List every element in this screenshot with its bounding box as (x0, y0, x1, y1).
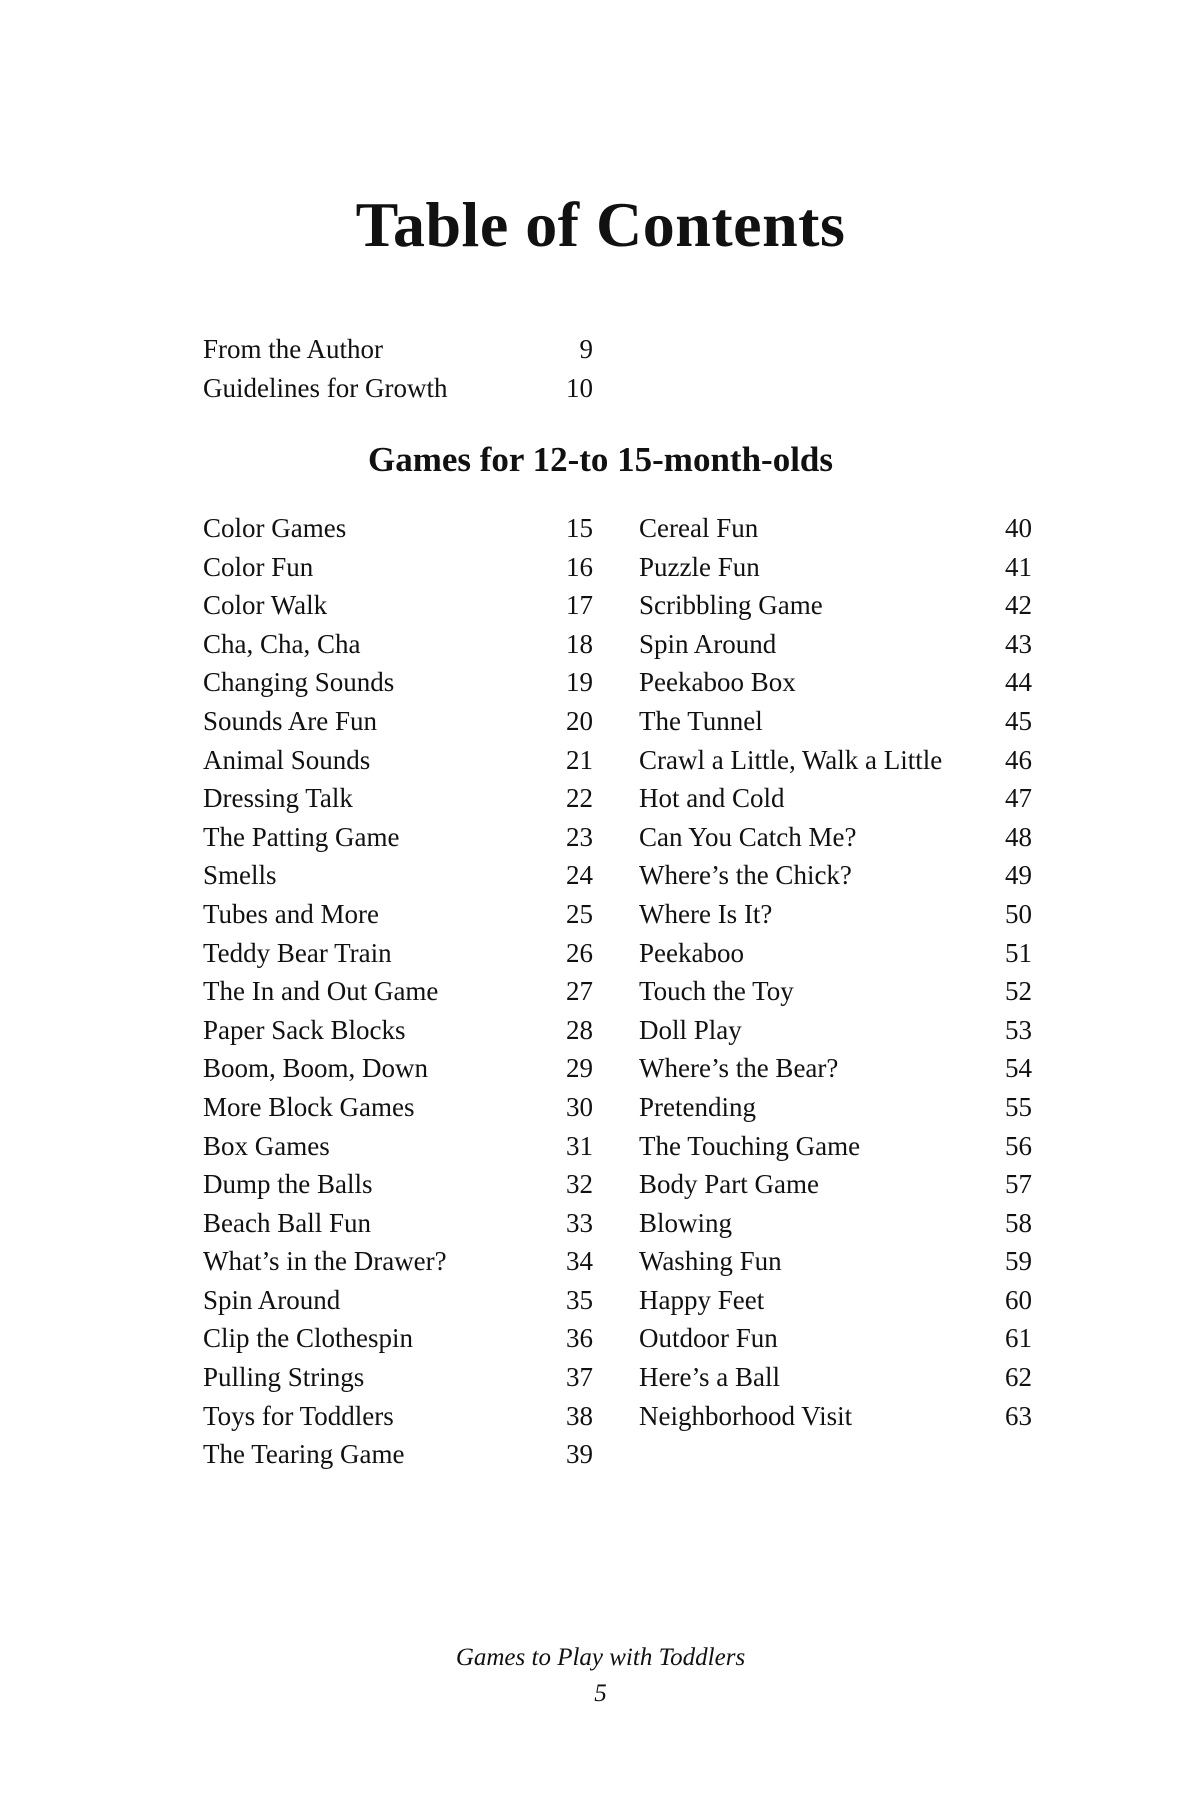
toc-entry-page: 9 (579, 334, 593, 364)
page-footer (0, 1640, 1201, 1712)
toc-entry-page: 53 (1005, 1014, 1032, 1045)
toc-entry (639, 1127, 1032, 1166)
toc-entry (639, 663, 1032, 702)
toc-entry-title: Cereal Fun (639, 513, 759, 543)
toc-entry-page: 35 (566, 1284, 593, 1315)
toc-entry-title: Changing Sounds (203, 667, 395, 698)
toc-entry (639, 1088, 1032, 1127)
toc-entry (203, 818, 593, 857)
toc-entry (203, 1319, 593, 1358)
toc-entry-page: 62 (1005, 1362, 1032, 1393)
toc-entry (639, 934, 1032, 973)
toc-entry-title: Beach Ball Fun (203, 1207, 371, 1238)
toc-entry-page: 33 (566, 1207, 593, 1238)
toc-entry (639, 1319, 1032, 1358)
toc-entry-page: 32 (566, 1169, 593, 1200)
toc-entry-title: Here’s a Ball (639, 1362, 780, 1393)
toc-entry (203, 1435, 593, 1474)
toc-entry (203, 934, 593, 973)
toc-entry (203, 548, 593, 587)
toc-entry-page: 17 (566, 590, 593, 621)
toc-entry-page: 19 (566, 667, 593, 698)
toc-entry-page: 29 (566, 1053, 593, 1084)
toc-entry-title: Cha, Cha, Cha (203, 628, 361, 659)
toc-entry-title: Touch the Toy (639, 976, 794, 1007)
page-title: Table of Contents (355, 189, 846, 260)
toc-entry-title: More Block Games (203, 1091, 415, 1122)
toc-entry (203, 1204, 593, 1243)
toc-entry-title: What’s in the Drawer? (203, 1246, 447, 1277)
toc-entry-title: Peekaboo Box (639, 667, 796, 698)
toc-entry-page: 49 (1005, 860, 1032, 891)
toc-entry-title: Where Is It? (639, 898, 773, 929)
toc-entry-title: Clip the Clothespin (203, 1323, 414, 1354)
toc-right-column (639, 509, 1032, 1435)
toc-entry-title: Pulling Strings (203, 1362, 365, 1393)
toc-entry (203, 663, 593, 702)
toc-entry (639, 548, 1032, 587)
toc-entry-title: Pretending (639, 1091, 756, 1122)
toc-entry (639, 818, 1032, 857)
toc-entry-page: 54 (1005, 1053, 1032, 1084)
toc-entry (639, 1358, 1032, 1397)
toc-entry-title: From the Author (203, 334, 383, 364)
section-heading: Games for 12-to 15-month-olds (367, 440, 833, 479)
toc-entry-page: 63 (1005, 1400, 1032, 1431)
toc-entry-page: 27 (566, 976, 593, 1007)
toc-entry-title: Scribbling Game (639, 590, 823, 621)
toc-entry (639, 1242, 1032, 1281)
toc-entry (203, 702, 593, 741)
toc-entry (639, 1049, 1032, 1088)
toc-entry (203, 586, 593, 625)
toc-entry-title: Paper Sack Blocks (203, 1014, 406, 1045)
toc-entry-title: Spin Around (639, 628, 777, 659)
toc-entry-title: Animal Sounds (203, 744, 371, 775)
toc-entry-page: 18 (566, 628, 593, 659)
toc-entry-title: Puzzle Fun (639, 551, 760, 582)
toc-entry-title: The Patting Game (203, 821, 400, 852)
toc-entry-title: Spin Around (203, 1284, 341, 1315)
intro-list (203, 330, 593, 407)
toc-entry (203, 972, 593, 1011)
toc-entry-title: Tubes and More (203, 898, 380, 929)
toc-entry-page: 60 (1005, 1284, 1032, 1315)
toc-entry-page: 57 (1005, 1169, 1032, 1200)
toc-entry-page: 46 (1005, 744, 1032, 775)
toc-entry (203, 509, 593, 548)
toc-entry-title: Happy Feet (639, 1284, 765, 1315)
toc-entry-page: 38 (566, 1400, 593, 1431)
toc-entry-title: The Tunnel (639, 705, 763, 736)
toc-entry-page: 16 (566, 551, 593, 582)
toc-entry-title: Color Games (203, 513, 347, 543)
toc-entry-title: Color Walk (203, 590, 328, 621)
toc-entry-page: 61 (1005, 1323, 1032, 1354)
toc-entry-title: Where’s the Chick? (639, 860, 852, 891)
toc-entry-title: Crawl a Little, Walk a Little (639, 744, 943, 775)
toc-entry (639, 509, 1032, 548)
toc-entry (203, 330, 593, 369)
toc-entry (203, 625, 593, 664)
toc-entry (639, 741, 1032, 780)
toc-entry (203, 1397, 593, 1436)
toc-entry-page: 50 (1005, 898, 1032, 929)
toc-entry (639, 895, 1032, 934)
toc-entry (639, 586, 1032, 625)
toc-entry-page: 44 (1005, 667, 1032, 698)
toc-entry-page: 52 (1005, 976, 1032, 1007)
toc-entry-title: Blowing (639, 1207, 733, 1238)
toc-entry-title: Smells (203, 860, 277, 891)
toc-entry-page: 24 (566, 860, 593, 891)
toc-entry (203, 1127, 593, 1166)
toc-entry-page: 22 (566, 783, 593, 814)
toc-entry-title: Body Part Game (639, 1169, 819, 1200)
toc-entry-page: 36 (566, 1323, 593, 1354)
toc-entry-title: Neighborhood Visit (639, 1400, 853, 1431)
toc-entry-page: 21 (566, 744, 593, 775)
toc-entry-page: 48 (1005, 821, 1032, 852)
toc-entry-title: The Touching Game (639, 1130, 861, 1161)
toc-entry-title: Toys for Toddlers (203, 1400, 394, 1431)
toc-entry (203, 779, 593, 818)
toc-entry-page: 59 (1005, 1246, 1032, 1277)
toc-entry-title: Washing Fun (639, 1246, 782, 1277)
toc-entry (639, 1281, 1032, 1320)
toc-entry (203, 369, 593, 408)
toc-entry-page: 41 (1005, 551, 1032, 582)
toc-entry (203, 1011, 593, 1050)
toc-entry-title: Guidelines for Growth (203, 372, 448, 403)
toc-entry (203, 1358, 593, 1397)
toc-entry-page: 45 (1005, 705, 1032, 736)
toc-entry (639, 1165, 1032, 1204)
toc-entry-title: Teddy Bear Train (203, 937, 392, 968)
toc-entry (639, 972, 1032, 1011)
toc-entry-title: Box Games (203, 1130, 330, 1161)
toc-entry-page: 39 (566, 1439, 593, 1470)
toc-entry (639, 1204, 1032, 1243)
toc-entry (203, 1165, 593, 1204)
toc-entry (203, 856, 593, 895)
toc-entry-title: Where’s the Bear? (639, 1053, 839, 1084)
toc-entry-title: Peekaboo (639, 937, 744, 968)
toc-entry-page: 26 (566, 937, 593, 968)
toc-entry-title: Boom, Boom, Down (203, 1053, 429, 1084)
toc-entry-page: 23 (566, 821, 593, 852)
toc-entry-page: 37 (566, 1362, 593, 1393)
toc-entry-page: 56 (1005, 1130, 1032, 1161)
toc-entry-page: 58 (1005, 1207, 1032, 1238)
toc-entry (639, 625, 1032, 664)
toc-entry-title: Color Fun (203, 551, 314, 582)
toc-entry-page: 15 (566, 513, 593, 543)
toc-entry (203, 1242, 593, 1281)
toc-entry-title: Sounds Are Fun (203, 705, 378, 736)
toc-entry (203, 1281, 593, 1320)
toc-left-column (203, 509, 593, 1474)
toc-entry-title: The In and Out Game (203, 976, 439, 1007)
toc-entry-page: 55 (1005, 1091, 1032, 1122)
toc-entry (639, 702, 1032, 741)
toc-entry (639, 1397, 1032, 1436)
toc-entry (203, 895, 593, 934)
toc-entry-title: Hot and Cold (639, 783, 785, 814)
toc-entry-page: 43 (1005, 628, 1032, 659)
toc-entry (203, 1049, 593, 1088)
toc-entry-page: 42 (1005, 590, 1032, 621)
footer-page-number: 5 (594, 1680, 607, 1707)
toc-entry (639, 1011, 1032, 1050)
toc-entry (203, 741, 593, 780)
toc-entry-title: Dressing Talk (203, 783, 353, 814)
toc-entry-title: Dump the Balls (203, 1169, 373, 1200)
toc-entry (203, 1088, 593, 1127)
footer-book-title: Games to Play with Toddlers (455, 1644, 746, 1671)
toc-entry-title: Can You Catch Me? (639, 821, 857, 852)
toc-entry-page: 51 (1005, 937, 1032, 968)
toc-entry-page: 40 (1005, 513, 1032, 543)
toc-entry-title: Doll Play (639, 1014, 742, 1045)
toc-entry-page: 28 (566, 1014, 593, 1045)
toc-entry-page: 31 (566, 1130, 593, 1161)
toc-entry-page: 47 (1005, 783, 1032, 814)
toc-entry-page: 20 (566, 705, 593, 736)
toc-entry-page: 25 (566, 898, 593, 929)
toc-entry-page: 30 (566, 1091, 593, 1122)
toc-entry-page: 34 (566, 1246, 593, 1277)
toc-entry-page: 10 (566, 372, 593, 403)
toc-entry-title: The Tearing Game (203, 1439, 405, 1470)
toc-entry (639, 779, 1032, 818)
toc-entry-title: Outdoor Fun (639, 1323, 778, 1354)
toc-entry (639, 856, 1032, 895)
